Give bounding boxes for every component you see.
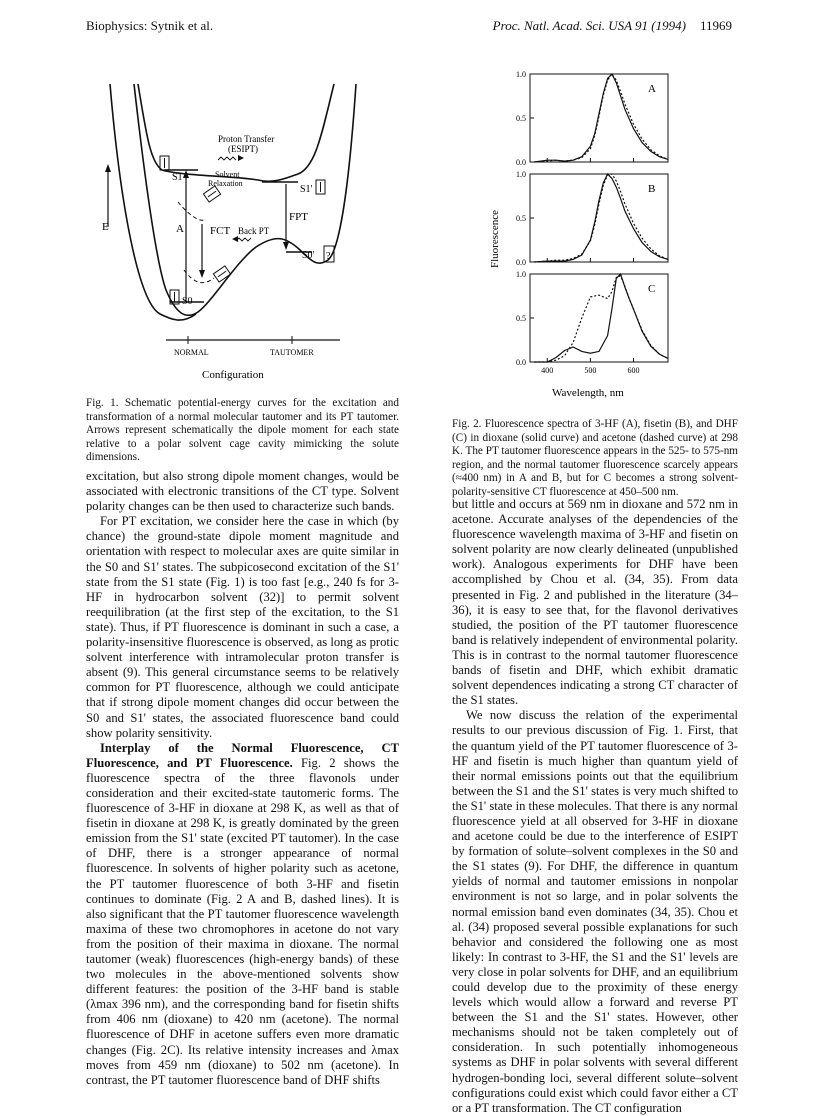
label-s0: S0 — [182, 296, 193, 307]
label-fpt: FPT — [289, 211, 308, 223]
label-s1: S1 — [172, 172, 183, 183]
section-paragraph — [86, 741, 399, 1088]
y-tick-label: 0.0 — [516, 358, 526, 367]
label-normal: NORMAL — [174, 348, 209, 357]
panel-label: C — [648, 283, 656, 295]
x-tick-label: 500 — [584, 366, 597, 375]
y-tick-label: 0.5 — [516, 314, 526, 323]
label-configuration: Configuration — [202, 369, 264, 381]
solvent-curve-lower — [184, 270, 214, 283]
running-header-right — [493, 18, 732, 34]
label-a: A — [176, 223, 184, 235]
excited-state-curve — [138, 84, 334, 181]
page-number: 11969 — [699, 18, 732, 33]
y-tick-label: 1.0 — [516, 170, 526, 179]
ground-state-curve — [134, 84, 356, 315]
figure-1-diagram — [86, 52, 426, 392]
y-tick-label: 0.5 — [516, 114, 526, 123]
back-pt-arrowhead — [232, 236, 238, 242]
section-heading: Interplay of the Normal Fluorescence, CT Fluorescence, and PT Fluorescence. — [86, 740, 399, 770]
y-tick-label: 0.0 — [516, 158, 526, 167]
solvent-curve-upper — [178, 202, 204, 220]
esipt-wavy-arrow — [218, 157, 236, 160]
y-tick-label: 1.0 — [516, 270, 526, 279]
label-s0-prime: S0' — [302, 250, 315, 261]
fluorescence-spectra-chart — [478, 68, 678, 400]
panel-label: A — [648, 83, 656, 95]
left-column — [86, 469, 399, 1088]
x-tick-label: 600 — [627, 366, 640, 375]
fpt-arrowhead — [283, 242, 289, 250]
figure-1-caption: Fig. 1. Schematic potential-energy curves for the excitation and transformation of a normal molecular tautomer and its PT tautomer. Arrows represent schematically the dipole moment for each state relative to a polar solvent cage cavity mimicking the solute dimensions. — [86, 397, 399, 464]
potential-energy-diagram — [86, 52, 426, 392]
label-tautomer: TAUTOMER — [270, 348, 314, 357]
fct-arrowhead — [199, 270, 205, 278]
back-pt-wavy-arrow — [236, 238, 251, 241]
y-tick-label: 0.5 — [516, 214, 526, 223]
paragraph: but little and occurs at 569 nm in dioxane and 572 nm in acetone. Accurate analyses of the dependencies of the fluorescence wavelength maxima of 3-HF and fisetin on solvent polarity are now clearly delineated (unpublished work). Analogous experiments for DHF have been accomplished by Chou et al. (34, 35). From data presented in Fig. 2 and published in the literature (34–36), it is easy to see that, for the flavonol derivatives studied, the position of the PT tautomer fluorescence band is relatively independent of environmental polarity. This is in contrast to the normal tautomer fluorescence bands of fisetin and DHF, which exhibit dramatic solvent dependences indicating a strong CT character of the S1 states. — [452, 497, 738, 708]
label-proton-transfer: Proton Transfer — [218, 134, 275, 144]
paragraph: We now discuss the relation of the experimental results to our previous discussion of Fig. 1. First, that the quantum yield of the PT tautomer fluorescence of 3-HF and fisetin is much higher than quantum yield of their normal emissions points out that the equilibrium between the S1 and the S1' states is very much shifted to the S1' state in these molecules. That there is any normal fluorescence yield at all observed for 3-HF in dioxane and acetone could be due to the interference of ESIPT by formation of solute–solvent complexes in the S0 and the S1 states (9). For DHF, the difference in quantum yields of normal and tautomer emissions in nonpolar environment is not so large, and in polar solvents the normal emission band even dominates (34, 35). Chou et al. (34) proposed several possible explanations for such behavior and considered the following one as most likely: In contrast to 3-HF, the S1 and the S1' levels are very close in polar solvents for DHF, and an equilibrium could develop due to the proximity of these energy levels which would allow a forward and reverse PT between the S1 and the S1' states. However, other mechanisms should not be taken completely out of consideration. In such potentially inhomogeneous systems as DHF in polar solvents with several different hydrogen-bonding loci, several different solute–solvent configurations could exist which could favor either a CT or a PT transformation. The CT configuration — [452, 708, 738, 1115]
label-energy: E — [102, 221, 109, 233]
panel-label: B — [648, 183, 656, 195]
right-column — [452, 497, 738, 1116]
journal-citation: Proc. Natl. Acad. Sci. USA 91 (1994) — [492, 18, 686, 33]
label-s1-prime: S1' — [300, 184, 313, 195]
paragraph: For PT excitation, we consider here the case in which (by chance) the ground-state dipole moment magnitude and orientation with respect to molecular axes are quite similar in the S0 and S1' states. The subpicosecond excitation of the S1' state from the S1 state (Fig. 1) is too fast [e.g., 240 fs for 3-HF in hydrocarbon solvent (32)] to permit solvent reequilibration (at the first step of the excitation, to the S1 state). Thus, if PT fluorescence is dominant in such a case, a polarity-insensitive fluorescence is observed, as long as protic solvent interference with intramolecular proton transfer is absent (9). This general circumstance seems to be relatively common for PT fluorescence, although we could anticipate that if strong dipole moment changes did occur between the S0 and S1' states, the associated fluorescence band could show polarity sensitivity. — [86, 514, 399, 740]
figure-2-chart — [478, 68, 678, 400]
y-tick-label: 1.0 — [516, 70, 526, 79]
label-solvent: Solvent — [215, 170, 240, 179]
paragraph: excitation, but also strong dipole moment changes, would be associated with electronic transitions of the CT type. Solvent polarity changes can be then used to characterize such bands. — [86, 469, 399, 514]
ground-state-left-wall — [110, 84, 196, 320]
x-tick-label: 400 — [541, 366, 554, 375]
fig2-ylabel: Fluorescence — [489, 209, 501, 268]
label-fct: FCT — [210, 225, 231, 237]
section-text: Fig. 2 shows the fluorescence spectra of the three flavonols under consideration and their excited-state tautomeric forms. The fluorescence of 3-HF in dioxane at 298 K, as well as that of fisetin in dioxane at 298 K, is greatly dominated by the green emission from the S1' state (excited PT tautomer). In the case of DHF, there is a stronger appearance of normal fluorescence. In solvents of higher polarity such as acetone, the PT tautomer fluorescence of both 3-HF and fisetin continues to dominate (Fig. 2 A and B, dashed lines). It is also significant that the PT tautomer fluorescence wavelength maxima of these two chromophores in acetone do not vary from the position of their maxima in dioxane. The normal tautomer (weak) fluorescences (high-energy bands) of these two molecules in the above-mentioned solvents show different features: the position of the 3-HF band is stable (λmax 396 nm), and the corresponding band for fisetin shifts from 406 nm (dioxane) to 420 nm (acetone). The normal fluorescence of DHF in acetone suffers even more dramatic changes (Fig. 2C). Its relative intensity increases and λmax moves from 459 nm (dioxane) to 502 nm (acetone). In contrast, the PT tautomer fluorescence band of DHF shifts — [86, 755, 399, 1087]
figure-2-caption: Fig. 2. Fluorescence spectra of 3-HF (A), fisetin (B), and DHF (C) in dioxane (solid curve) and acetone (dashed curve) at 298 K. The PT tautomer fluorescence appears in the 525- to 575-nm region, and the normal tautomer fluorescence scarcely appears (≈400 nm) in A and B, but for C becomes a strong solvent-polarity-sensitive CT fluorescence at 450–500 nm. — [452, 418, 738, 498]
running-header-left: Biophysics: Sytnik et al. — [86, 18, 214, 33]
label-esipt: (ESIPT) — [228, 144, 258, 154]
y-tick-label: 0.0 — [516, 258, 526, 267]
fig2-xlabel: Wavelength, nm — [552, 387, 624, 399]
label-back-pt: Back PT — [238, 226, 270, 236]
label-question-mark: ? — [326, 251, 331, 262]
esipt-arrowhead — [238, 155, 244, 161]
label-relaxation: Relaxation — [208, 179, 243, 188]
